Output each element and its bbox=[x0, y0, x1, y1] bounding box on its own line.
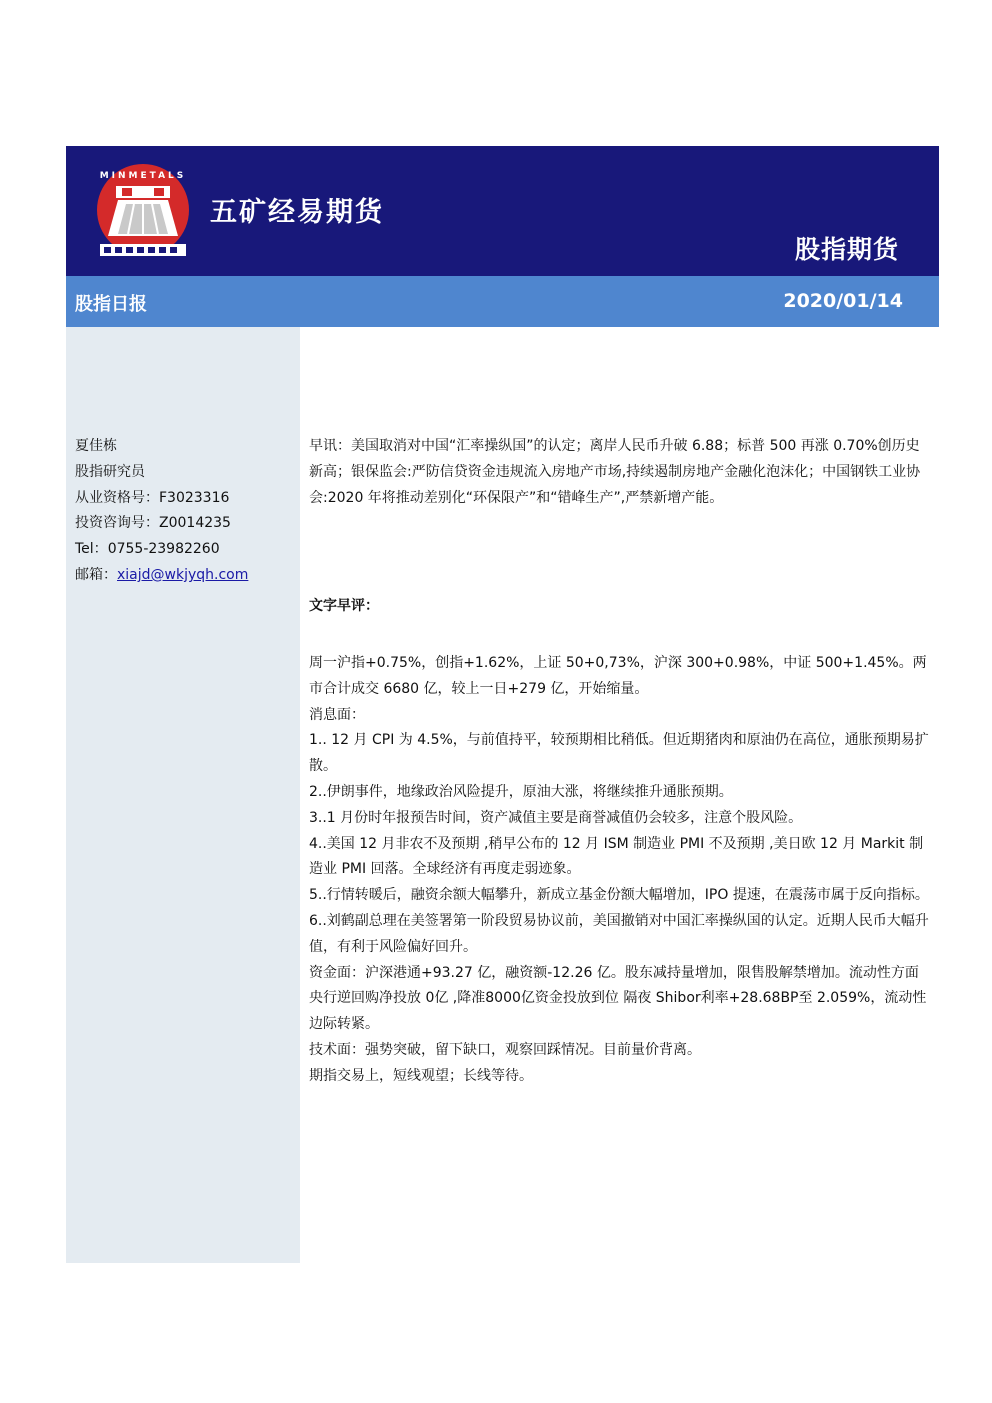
consult-label: 投资咨询号： bbox=[75, 515, 159, 532]
svg-text:MINMETALS: MINMETALS bbox=[99, 171, 187, 181]
commentary-body bbox=[309, 651, 933, 1090]
company-name: 五矿经易期货 bbox=[210, 197, 384, 228]
author-info bbox=[75, 434, 297, 589]
commentary-line: 5..行情转暖后，融资余额大幅攀升，新成立基金份额大幅增加，IPO 提速，在震荡市属于反向指标。 bbox=[309, 887, 929, 904]
author-license bbox=[75, 486, 297, 512]
author-consult bbox=[75, 511, 297, 537]
consult-number: Z0014235 bbox=[159, 515, 231, 532]
commentary-line: 3..1 月份时年报预告时间，资产减值主要是商誉减值仍会较多，注意个股风险。 bbox=[309, 809, 803, 826]
commentary-line: 资金面：沪深港通+93.27 亿，融资额-12.26 亿。股东减持量增加，限售股解禁增加。流动性方面 央行逆回购净投放 0亿 ,降准8000亿资金投放到位 隔夜 Shibor利率+28.68BP至 2.059%，流动性边际转紧。 bbox=[309, 964, 927, 1033]
commentary-line: 周一沪指+0.75%，创指+1.62%，上证 50+0,73%，沪深 300+0.98%，中证 500+1.45%。两市合计成交 6680 亿，较上一日+279 亿，开始缩量。 bbox=[309, 655, 927, 697]
commentary-line: 1.. 12 月 CPI 为 4.5%，与前值持平，较预期相比稍低。但近期猪肉和原油仍在高位，通胀预期易扩散。 bbox=[309, 732, 929, 775]
commentary-line: 6..刘鹤副总理在美签署第一阶段贸易协议前，美国撤销对中国汇率操纵国的认定。近期人民币大幅升值，有利于风险偏好回升。 bbox=[309, 912, 929, 955]
tel-number: 0755-23982260 bbox=[107, 541, 220, 558]
license-number: F3023316 bbox=[159, 489, 230, 506]
commentary-line: 2..伊朗事件，地缘政治风险提升，原油大涨，将继续推升通胀预期。 bbox=[309, 783, 733, 800]
author-tel bbox=[75, 537, 297, 563]
email-label: 邮箱： bbox=[75, 566, 117, 583]
author-name: 夏佳栋 bbox=[75, 438, 117, 454]
minmetals-logo bbox=[88, 158, 198, 268]
report-category: 股指期货 bbox=[794, 235, 899, 264]
report-body bbox=[309, 433, 933, 1090]
author-title: 股指研究员 bbox=[75, 463, 145, 480]
report-header bbox=[66, 146, 939, 276]
report-subheader bbox=[66, 276, 939, 327]
license-label: 从业资格号： bbox=[75, 489, 159, 506]
tel-label: Tel： bbox=[75, 541, 108, 558]
author-email bbox=[75, 563, 297, 589]
email-link[interactable]: xiajd@wkjyqh.com bbox=[117, 566, 249, 583]
author-sidebar bbox=[66, 327, 300, 1263]
commentary-title: 文字早评： bbox=[309, 598, 379, 614]
commentary-line: 消息面： bbox=[309, 706, 365, 723]
report-date: 2020/01/14 bbox=[783, 290, 903, 312]
commentary-line: 4..美国 12 月非农不及预期 ,稍早公布的 12 月 ISM 制造业 PMI 不及预期 ,美日欧 12 月 Markit 制造业 PMI 回落。全球经济有再度走弱迹象。 bbox=[309, 835, 924, 878]
report-type: 股指日报 bbox=[75, 294, 147, 315]
morning-news: 早讯：美国取消对中国“汇率操纵国”的认定；离岸人民币升破 6.88；标普 500 再涨 0.70%创历史新高；银保监会:严防信贷资金违规流入房地产市场,持续遏制房地产金融化泡沫化；中国钢铁工业协会:2020 年将推动差别化“环保限产”和“错峰生产”,严禁新增产能。 bbox=[309, 438, 921, 506]
commentary-line: 期指交易上，短线观望；长线等待。 bbox=[309, 1067, 533, 1084]
commentary-line: 技术面：强势突破，留下缺口，观察回踩情况。目前量价背离。 bbox=[309, 1041, 701, 1058]
